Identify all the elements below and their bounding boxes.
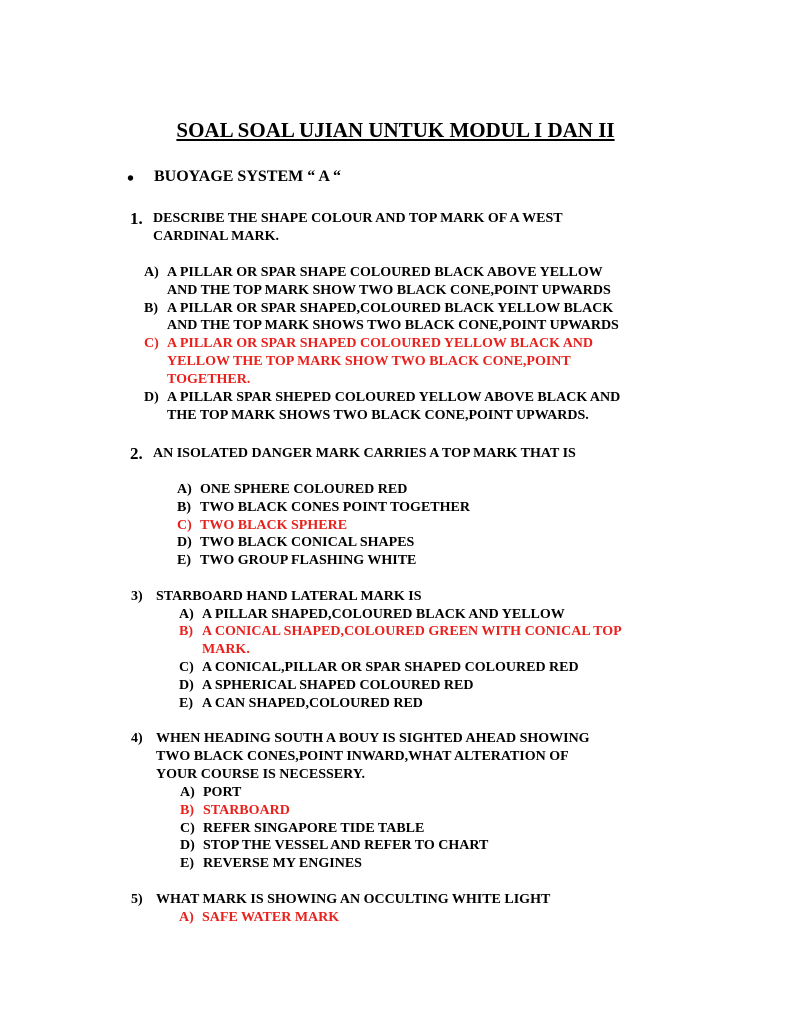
q3-option-c-letter: C)	[179, 660, 194, 675]
q1-option-a-line-1: A PILLAR OR SPAR SHAPE COLOURED BLACK ABOVE YELLOW	[167, 265, 603, 280]
q4-option-b-text: STARBOARD	[203, 803, 290, 818]
page-title: SOAL SOAL UJIAN UNTUK MODUL I DAN II	[176, 118, 615, 142]
question-4-number: 4)	[131, 731, 143, 746]
question-1-number: 1.	[130, 209, 143, 228]
section-heading: BUOYAGE SYSTEM “ A “	[154, 168, 342, 185]
q4-option-a-text: PORT	[203, 785, 242, 800]
q1-option-b-line-1: A PILLAR OR SPAR SHAPED,COLOURED BLACK YELLOW BLACK	[167, 301, 614, 316]
q4-option-c-letter: C)	[180, 821, 195, 836]
q4-option-d-letter: D)	[180, 838, 195, 853]
q4-option-e-text: REVERSE MY ENGINES	[203, 856, 362, 871]
q4-option-a-letter: A)	[180, 785, 195, 800]
q1-option-c-line-2: YELLOW THE TOP MARK SHOW TWO BLACK CONE,POINT	[167, 354, 571, 369]
q2-option-e-text: TWO GROUP FLASHING WHITE	[200, 553, 417, 568]
q2-option-a-text: ONE SPHERE COLOURED RED	[200, 482, 408, 497]
q2-option-a-letter: A)	[177, 482, 192, 497]
q1-option-d-line-2: THE TOP MARK SHOWS TWO BLACK CONE,POINT UPWARDS.	[167, 408, 589, 423]
q4-option-e-letter: E)	[180, 856, 194, 871]
q4-option-b-letter: B)	[180, 803, 194, 818]
question-4-text-line-2: TWO BLACK CONES,POINT INWARD,WHAT ALTERATION OF	[156, 749, 569, 764]
q3-option-d-text: A SPHERICAL SHAPED COLOURED RED	[202, 678, 474, 693]
question-2-text: AN ISOLATED DANGER MARK CARRIES A TOP MARK THAT IS	[153, 446, 576, 461]
q3-option-e-letter: E)	[179, 696, 193, 711]
bullet-icon: •	[127, 168, 135, 190]
q1-option-c-letter: C)	[144, 336, 159, 351]
question-5-text: WHAT MARK IS SHOWING AN OCCULTING WHITE LIGHT	[156, 892, 551, 907]
question-2-number: 2.	[130, 444, 143, 463]
q1-option-d-letter: D)	[144, 390, 159, 405]
q3-option-a-text: A PILLAR SHAPED,COLOURED BLACK AND YELLOW	[202, 607, 565, 622]
question-5-number: 5)	[131, 892, 143, 907]
q3-option-b-line-2: MARK.	[202, 642, 250, 657]
q1-option-c-line-1: A PILLAR OR SPAR SHAPED COLOURED YELLOW BLACK AND	[167, 336, 594, 351]
q3-option-c-text: A CONICAL,PILLAR OR SPAR SHAPED COLOURED RED	[202, 660, 579, 675]
q2-option-c-text: TWO BLACK SPHERE	[200, 518, 348, 533]
q2-option-c-letter: C)	[177, 518, 192, 533]
q1-option-b-line-2: AND THE TOP MARK SHOWS TWO BLACK CONE,POINT UPWARDS	[167, 318, 619, 333]
question-3-number: 3)	[131, 589, 143, 604]
question-4-text-line-1: WHEN HEADING SOUTH A BOUY IS SIGHTED AHEAD SHOWING	[156, 731, 590, 746]
q5-option-a-text: SAFE WATER MARK	[202, 910, 340, 925]
question-4-text-line-3: YOUR COURSE IS NECESSERY.	[156, 767, 366, 782]
q4-option-d-text: STOP THE VESSEL AND REFER TO CHART	[203, 838, 489, 853]
q1-option-d-line-1: A PILLAR SPAR SHEPED COLOURED YELLOW ABOVE BLACK AND	[167, 390, 621, 405]
question-3-text: STARBOARD HAND LATERAL MARK IS	[156, 589, 422, 604]
q1-option-a-letter: A)	[144, 265, 159, 280]
question-1-text-line-2: CARDINAL MARK.	[153, 229, 279, 244]
q1-option-a-line-2: AND THE TOP MARK SHOW TWO BLACK CONE,POINT UPWARDS	[167, 283, 611, 298]
q1-option-b-letter: B)	[144, 301, 158, 316]
q3-option-a-letter: A)	[179, 607, 194, 622]
question-1-text-line-1: DESCRIBE THE SHAPE COLOUR AND TOP MARK OF A WEST	[153, 211, 563, 226]
q3-option-b-letter: B)	[179, 624, 193, 639]
q1-option-c-line-3: TOGETHER.	[167, 372, 251, 387]
q4-option-c-text: REFER SINGAPORE TIDE TABLE	[203, 821, 425, 836]
q2-option-b-letter: B)	[177, 500, 191, 515]
q2-option-b-text: TWO BLACK CONES POINT TOGETHER	[200, 500, 470, 515]
q2-option-d-text: TWO BLACK CONICAL SHAPES	[200, 535, 415, 550]
q2-option-e-letter: E)	[177, 553, 191, 568]
q3-option-e-text: A CAN SHAPED,COLOURED RED	[202, 696, 423, 711]
q3-option-d-letter: D)	[179, 678, 194, 693]
q2-option-d-letter: D)	[177, 535, 192, 550]
q5-option-a-letter: A)	[179, 910, 194, 925]
q3-option-b-line-1: A CONICAL SHAPED,COLOURED GREEN WITH CONICAL TOP	[202, 624, 622, 639]
